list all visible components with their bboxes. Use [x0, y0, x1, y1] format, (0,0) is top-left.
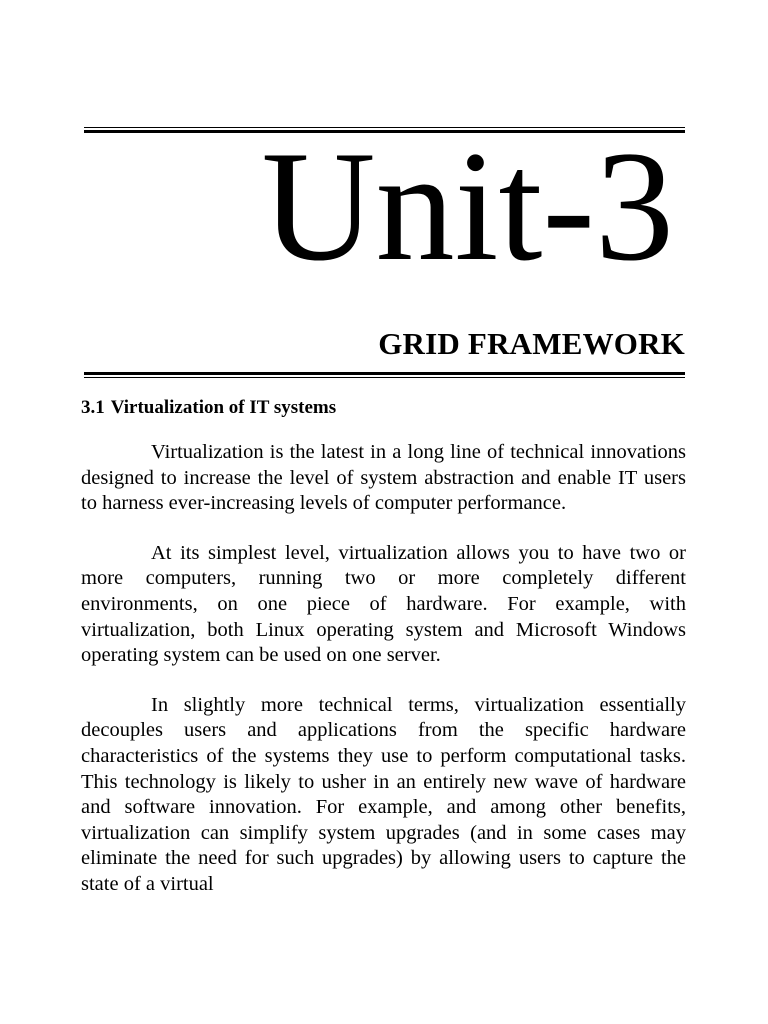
- section-number: 3.1: [81, 397, 105, 418]
- bottom-double-rule: [84, 372, 685, 378]
- paragraph: At its simplest level, virtualization allows you to have two or more computers, running two or more completely different environments, on one piece of hardware. For example, with virtualization, both Linux operating system and Microsoft Windows operating system can be used on one server.: [81, 541, 686, 667]
- section-heading: [81, 397, 336, 420]
- section-title: Virtualization of IT systems: [110, 397, 337, 418]
- bottom-rule-thin: [84, 377, 685, 378]
- chapter-title: GRID FRAMEWORK: [378, 326, 685, 361]
- paragraph: In slightly more technical terms, virtualization essentially decouples users and applications from the specific hardware characteristics of the systems they use to perform computational tasks. This technology is likely to usher in an entirely new wave of hardware and software innovation. For example, and among other benefits, virtualization can simplify system upgrades (and in some cases may eliminate the need for such upgrades) by allowing users to capture the state of a virtual: [81, 693, 686, 895]
- bottom-rule-thick: [84, 372, 685, 375]
- unit-title: Unit-3: [261, 119, 674, 294]
- body-text: [81, 440, 686, 922]
- paragraph: Virtualization is the latest in a long line of technical innovations designed to increase the level of system abstraction and enable IT users to harness ever-increasing levels of computer performance.: [81, 441, 686, 515]
